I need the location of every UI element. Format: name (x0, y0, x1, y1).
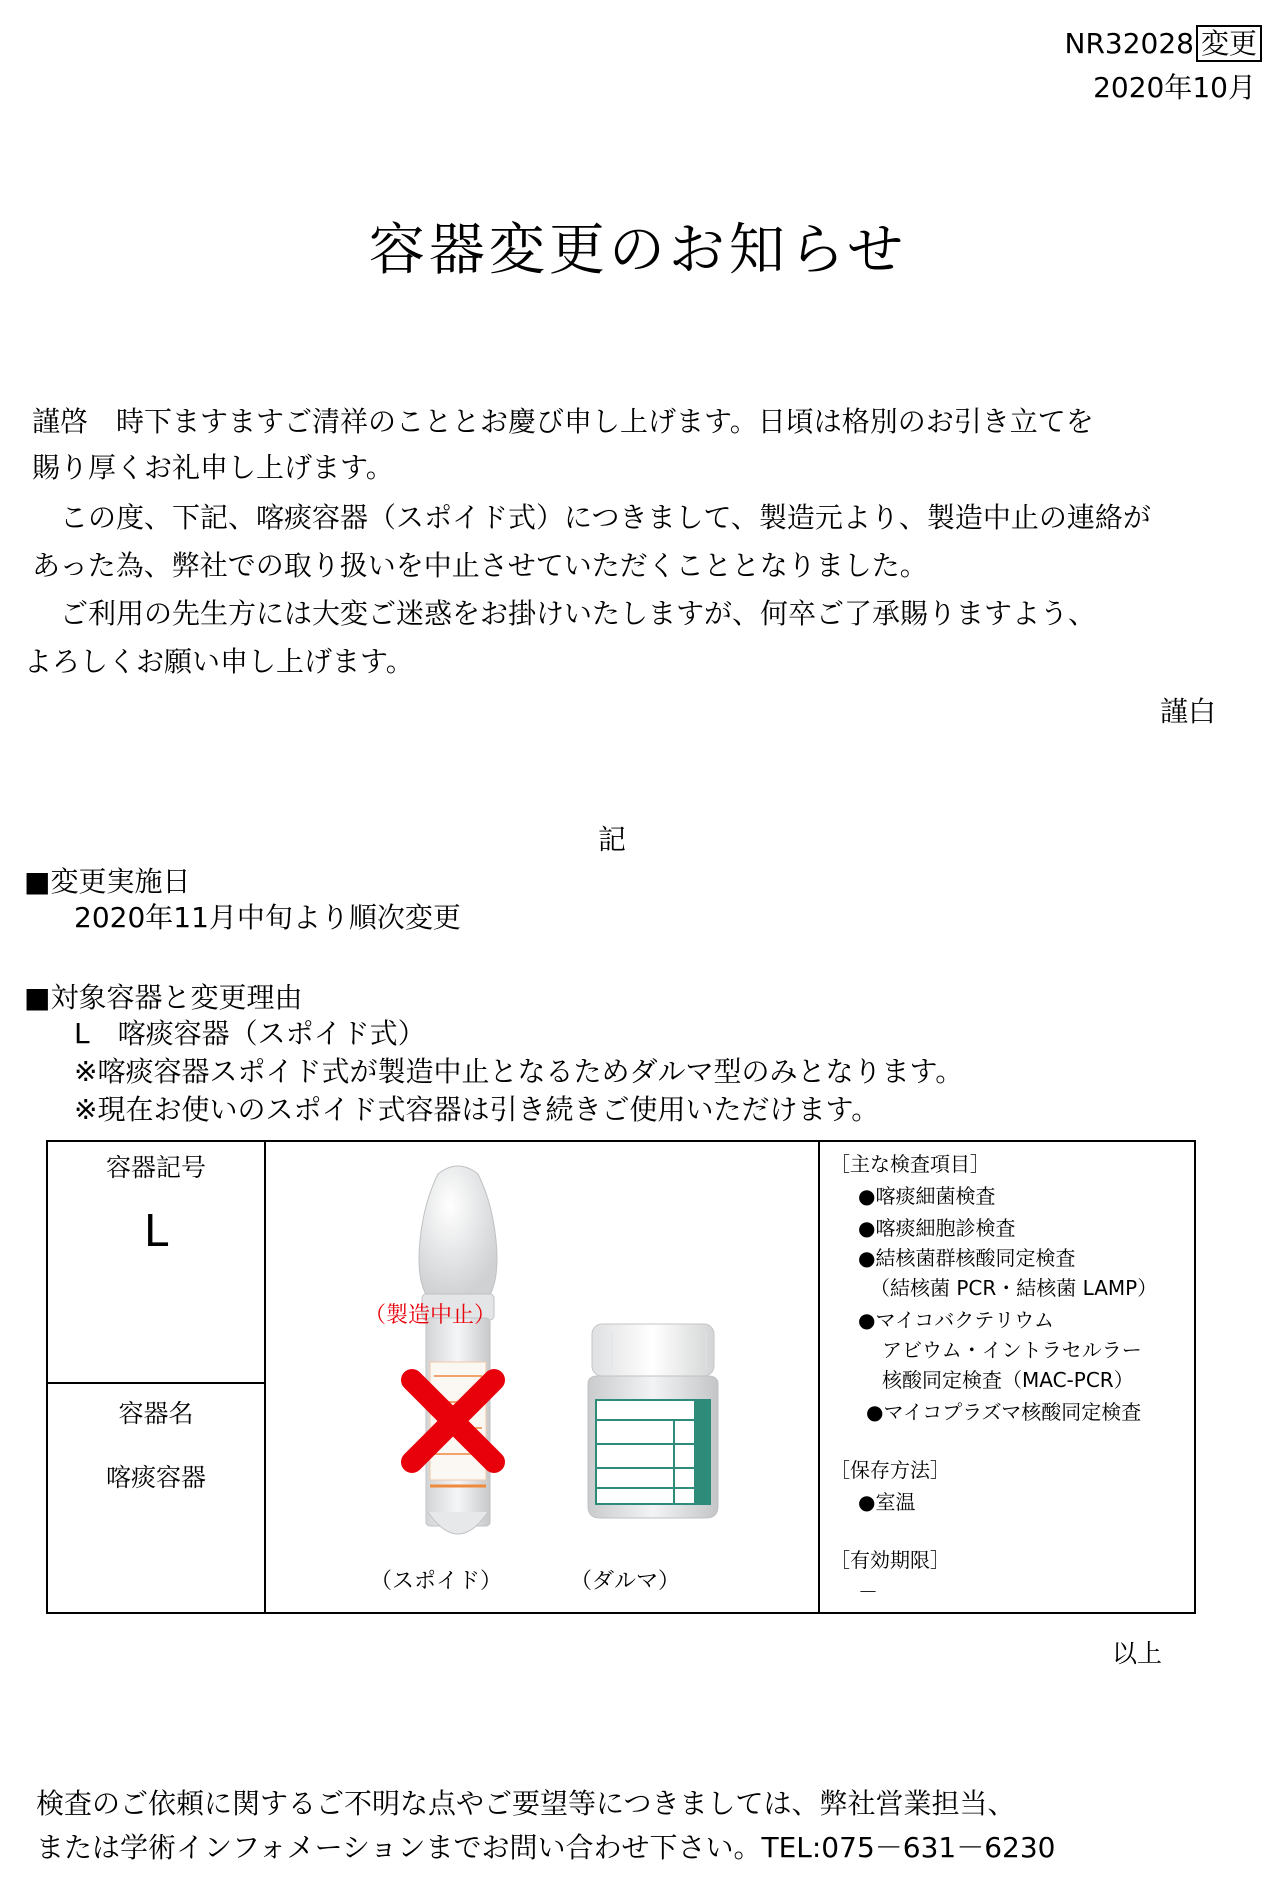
code-value: L (143, 1206, 169, 1257)
test-item: ●喀痰細胞診検査 (858, 1216, 1016, 1240)
greeting-line-2: 賜り厚くお礼申し上げます。 (32, 451, 394, 484)
greeting-line-3: この度、下記、喀痰容器（スポイド式）につきまして、製造元より、製造中止の連絡が (32, 501, 1151, 534)
document-code (1065, 22, 1263, 62)
table-divider-left (264, 1142, 266, 1612)
name-label: 容器名 (118, 1399, 194, 1428)
storage-value: ●室温 (858, 1490, 916, 1514)
discontinued-label: （製造中止） (364, 1303, 497, 1328)
test-item: アビウム・イントラセルラー (882, 1338, 1142, 1362)
storage-heading: ［保存方法］ (830, 1458, 950, 1482)
test-item: 核酸同定検査（MAC-PCR） (882, 1368, 1134, 1392)
greeting-line-1: 謹啓 時下ますますご清祥のこととお慶び申し上げます。日頃は格別のお引き立てを (32, 405, 1094, 438)
document-code-number: NR32028 (1064, 27, 1194, 60)
greeting-line-4: あった為、弊社での取り扱いを中止させていただくこととなりました。 (32, 549, 928, 582)
expiry-value: － (858, 1580, 878, 1604)
section-change-date-content: 2020年11月中旬より順次変更 (74, 901, 461, 934)
dropper-container-image (378, 1162, 538, 1552)
footer-line-1: 検査のご依頼に関するご不明な点やご要望等につきましては、弊社営業担当、 (36, 1787, 1016, 1820)
test-item: ●マイコバクテリウム (858, 1308, 1055, 1332)
discontinued-cross-icon (398, 1366, 508, 1476)
code-label: 容器記号 (105, 1153, 206, 1182)
test-item: ●喀痰細菌検査 (858, 1184, 996, 1208)
section-target-note-1: ※喀痰容器スポイド式が製造中止となるためダルマ型のみとなります。 (74, 1055, 964, 1088)
caption-daruma: （ダルマ） (570, 1569, 681, 1594)
container-info-table (46, 1140, 1196, 1614)
section-target-note-2: ※現在お使いのスポイド式容器は引き続きご使用いただけます。 (74, 1093, 880, 1126)
page-title: 容器変更のお知らせ (368, 218, 908, 283)
closing-kinpaku: 謹白 (1160, 695, 1217, 728)
test-item: ●マイコプラズマ核酸同定検査 (866, 1400, 1142, 1424)
table-divider-row (48, 1382, 264, 1384)
name-value: 喀痰容器 (105, 1463, 206, 1492)
greeting-line-5: ご利用の先生方には大変ご迷惑をお掛けいたしますが、何卒ご了承賜りますよう、 (32, 597, 1097, 630)
daruma-container-image (578, 1322, 728, 1520)
footer-line-2: または学術インフォメーションまでお問い合わせ下さい。TEL:075－631－6230 (36, 1831, 1056, 1864)
section-target-item: L 喀痰容器（スポイド式） (74, 1017, 426, 1050)
test-item: ●結核菌群核酸同定検査 (858, 1246, 1076, 1270)
greeting-line-6: よろしくお願い申し上げます。 (24, 645, 414, 678)
table-divider-right (818, 1142, 820, 1612)
document-date: 2020年10月 (1093, 71, 1256, 104)
test-item: （結核菌 PCR・結核菌 LAMP） (870, 1276, 1158, 1300)
ki-marker: 記 (598, 823, 627, 856)
section-change-date-heading: ■変更実施日 (24, 865, 191, 898)
revision-tag: 変更 (1196, 25, 1262, 62)
tests-heading: ［主な検査項目］ (830, 1152, 990, 1176)
expiry-heading: ［有効期限］ (830, 1548, 950, 1572)
caption-dropper: （スポイド） (370, 1569, 503, 1594)
ijou-marker: 以上 (1112, 1639, 1163, 1668)
section-target-heading: ■対象容器と変更理由 (24, 981, 303, 1014)
